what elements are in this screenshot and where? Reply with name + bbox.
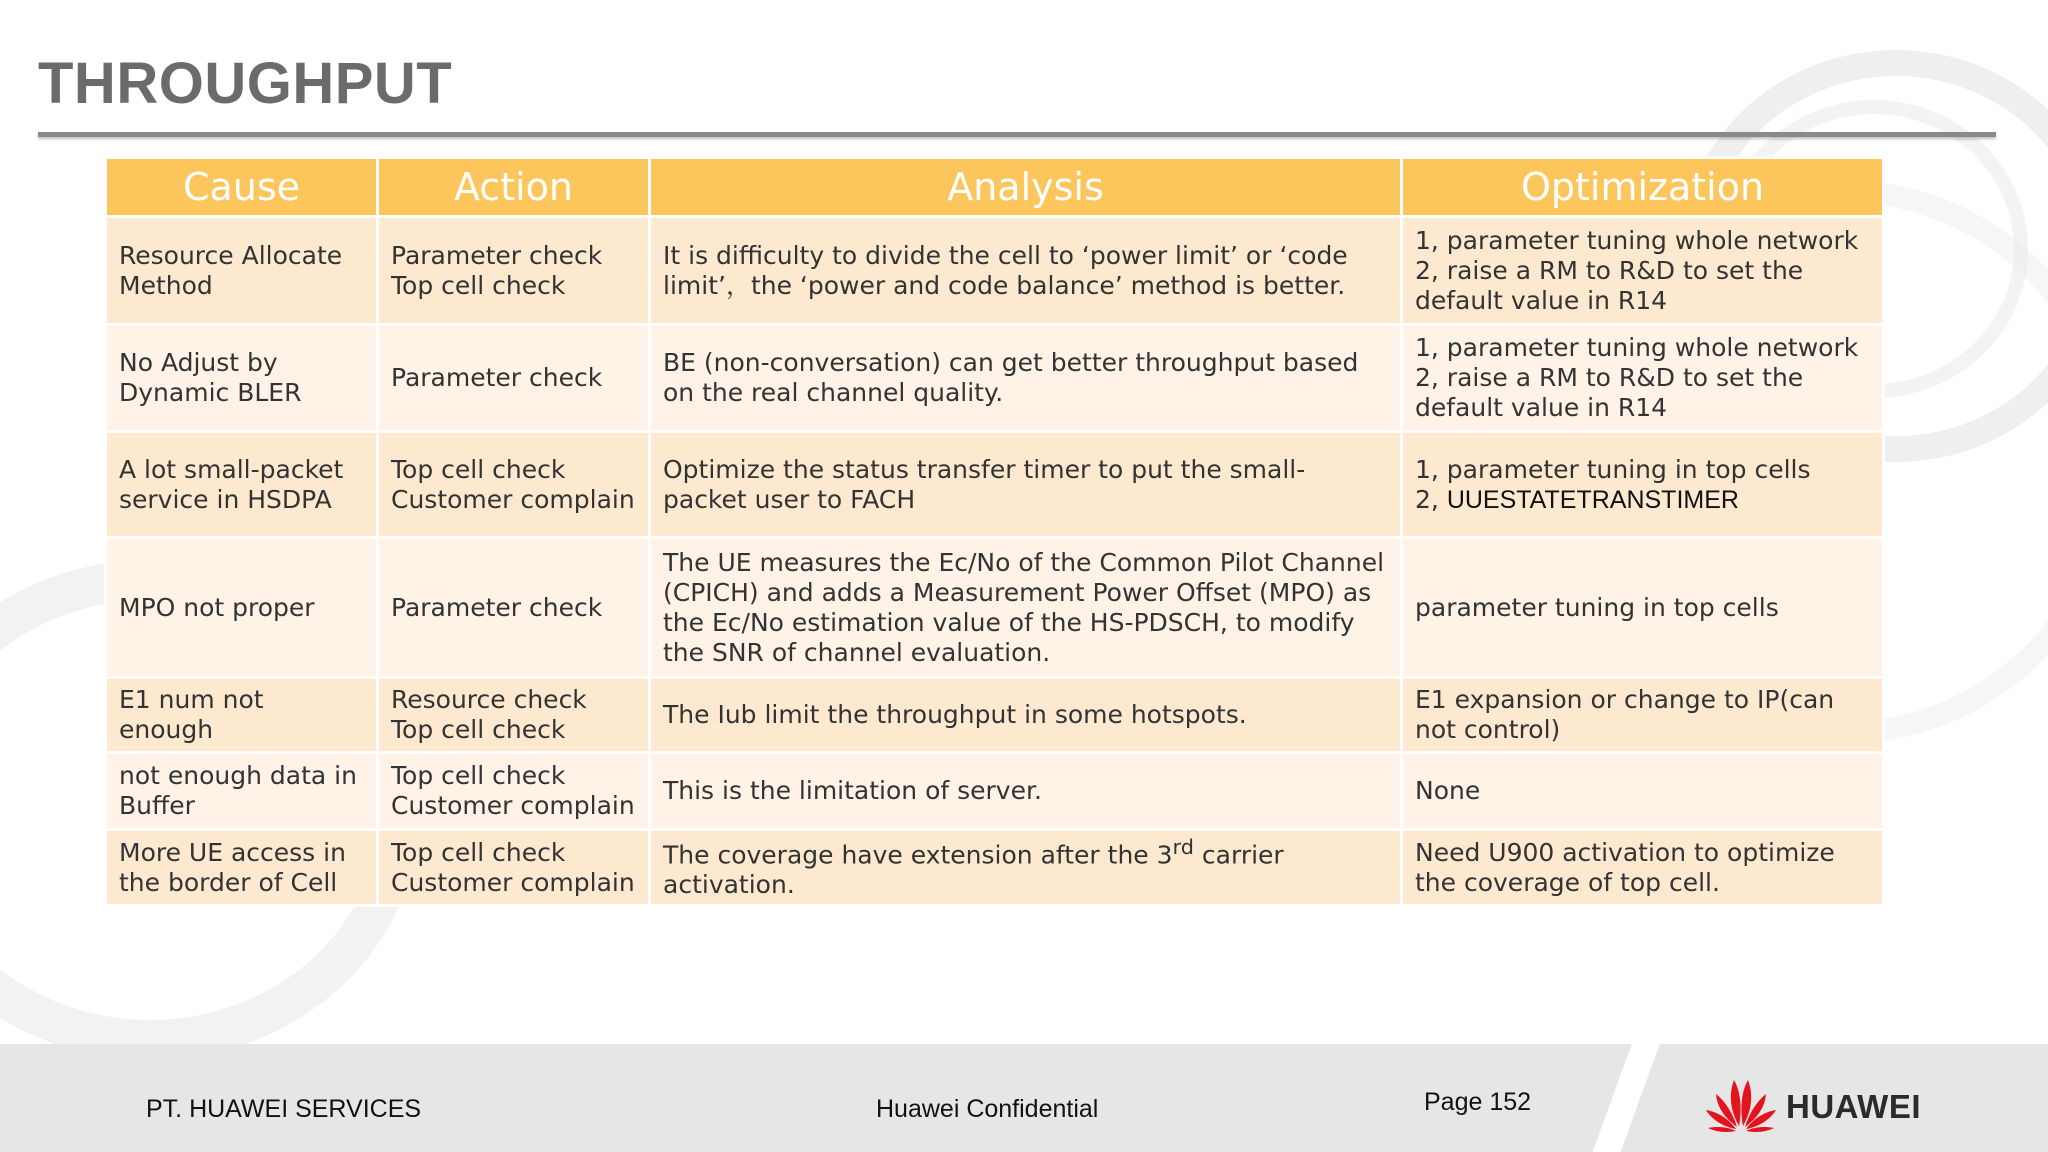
cell-action: Top cell check Customer complain	[378, 830, 650, 906]
cell-action: Parameter check Top cell check	[378, 217, 650, 325]
cell-cause: Resource Allocate Method	[106, 217, 378, 325]
cell-optimization: 1, parameter tuning whole network 2, raise a RM to R&D to set the default value in R14	[1402, 325, 1884, 432]
cell-action: Parameter check	[378, 538, 650, 678]
huawei-petal-icon	[1704, 1074, 1778, 1134]
cell-action: Resource check Top cell check	[378, 678, 650, 753]
table-row	[106, 753, 1884, 830]
cell-analysis: This is the limitation of server.	[650, 753, 1402, 830]
table-row	[106, 538, 1884, 678]
cell-optimization: None	[1402, 753, 1884, 830]
footer-bar	[0, 1044, 2048, 1152]
cell-cause: not enough data in Buffer	[106, 753, 378, 830]
table-row	[106, 217, 1884, 325]
cell-cause: More UE access in the border of Cell	[106, 830, 378, 906]
cell-optimization: parameter tuning in top cells	[1402, 538, 1884, 678]
page-number: Page 152	[1424, 1088, 1532, 1116]
table-row	[106, 432, 1884, 538]
footer-confidential: Huawei Confidential	[876, 1095, 1099, 1123]
footer-company: PT. HUAWEI SERVICES	[146, 1095, 422, 1123]
footer-divider	[1585, 1044, 1664, 1152]
cell-optimization: Need U900 activation to optimize the coverage of top cell.	[1402, 830, 1884, 906]
cell-action: Parameter check	[378, 325, 650, 432]
header-action: Action	[378, 158, 650, 217]
optimization-text: 1, parameter tuning in top cells 2,	[1415, 454, 1811, 514]
analysis-text: carrier activation.	[663, 840, 1284, 900]
cell-analysis: The UE measures the Ec/No of the Common Pilot Channel (CPICH) and adds a Measurement Power Offset (MPO) as the Ec/No estimation value of the HS-PDSCH, to modify the SNR of channel evaluation.	[650, 538, 1402, 678]
parameter-name: UUESTATETRANSTIMER	[1446, 485, 1739, 514]
cell-cause: MPO not proper	[106, 538, 378, 678]
logo-wordmark: HUAWEI	[1786, 1088, 1921, 1125]
ordinal-suffix: rd	[1172, 834, 1194, 859]
cell-action: Top cell check Customer complain	[378, 432, 650, 538]
table-row	[106, 678, 1884, 753]
title-divider	[38, 132, 1996, 137]
analysis-text: The coverage have extension after the 3	[663, 840, 1173, 870]
huawei-logo	[1704, 1074, 1944, 1134]
cell-analysis: BE (non-conversation) can get better throughput based on the real channel quality.	[650, 325, 1402, 432]
page-title: THROUGHPUT	[38, 51, 453, 116]
cell-optimization: 1, parameter tuning whole network 2, raise a RM to R&D to set the default value in R14	[1402, 217, 1884, 325]
cell-cause: E1 num not enough	[106, 678, 378, 753]
header-cause: Cause	[106, 158, 378, 217]
throughput-table	[104, 156, 1885, 907]
cell-optimization: E1 expansion or change to IP(can not control)	[1402, 678, 1884, 753]
table-header-row	[106, 158, 1884, 217]
header-optimization: Optimization	[1402, 158, 1884, 217]
cell-analysis: Optimize the status transfer timer to put the small-packet user to FACH	[650, 432, 1402, 538]
header-analysis: Analysis	[650, 158, 1402, 217]
cell-analysis: The Iub limit the throughput in some hotspots.	[650, 678, 1402, 753]
table-row	[106, 325, 1884, 432]
cell-analysis: It is difficulty to divide the cell to ‘power limit’ or ‘code limit’，the ‘power and code balance’ method is better.	[650, 217, 1402, 325]
cell-cause: No Adjust by Dynamic BLER	[106, 325, 378, 432]
table-row	[106, 830, 1884, 906]
cell-action: Top cell check Customer complain	[378, 753, 650, 830]
cell-optimization	[1402, 432, 1884, 538]
cell-analysis	[650, 830, 1402, 906]
cell-cause: A lot small-packet service in HSDPA	[106, 432, 378, 538]
